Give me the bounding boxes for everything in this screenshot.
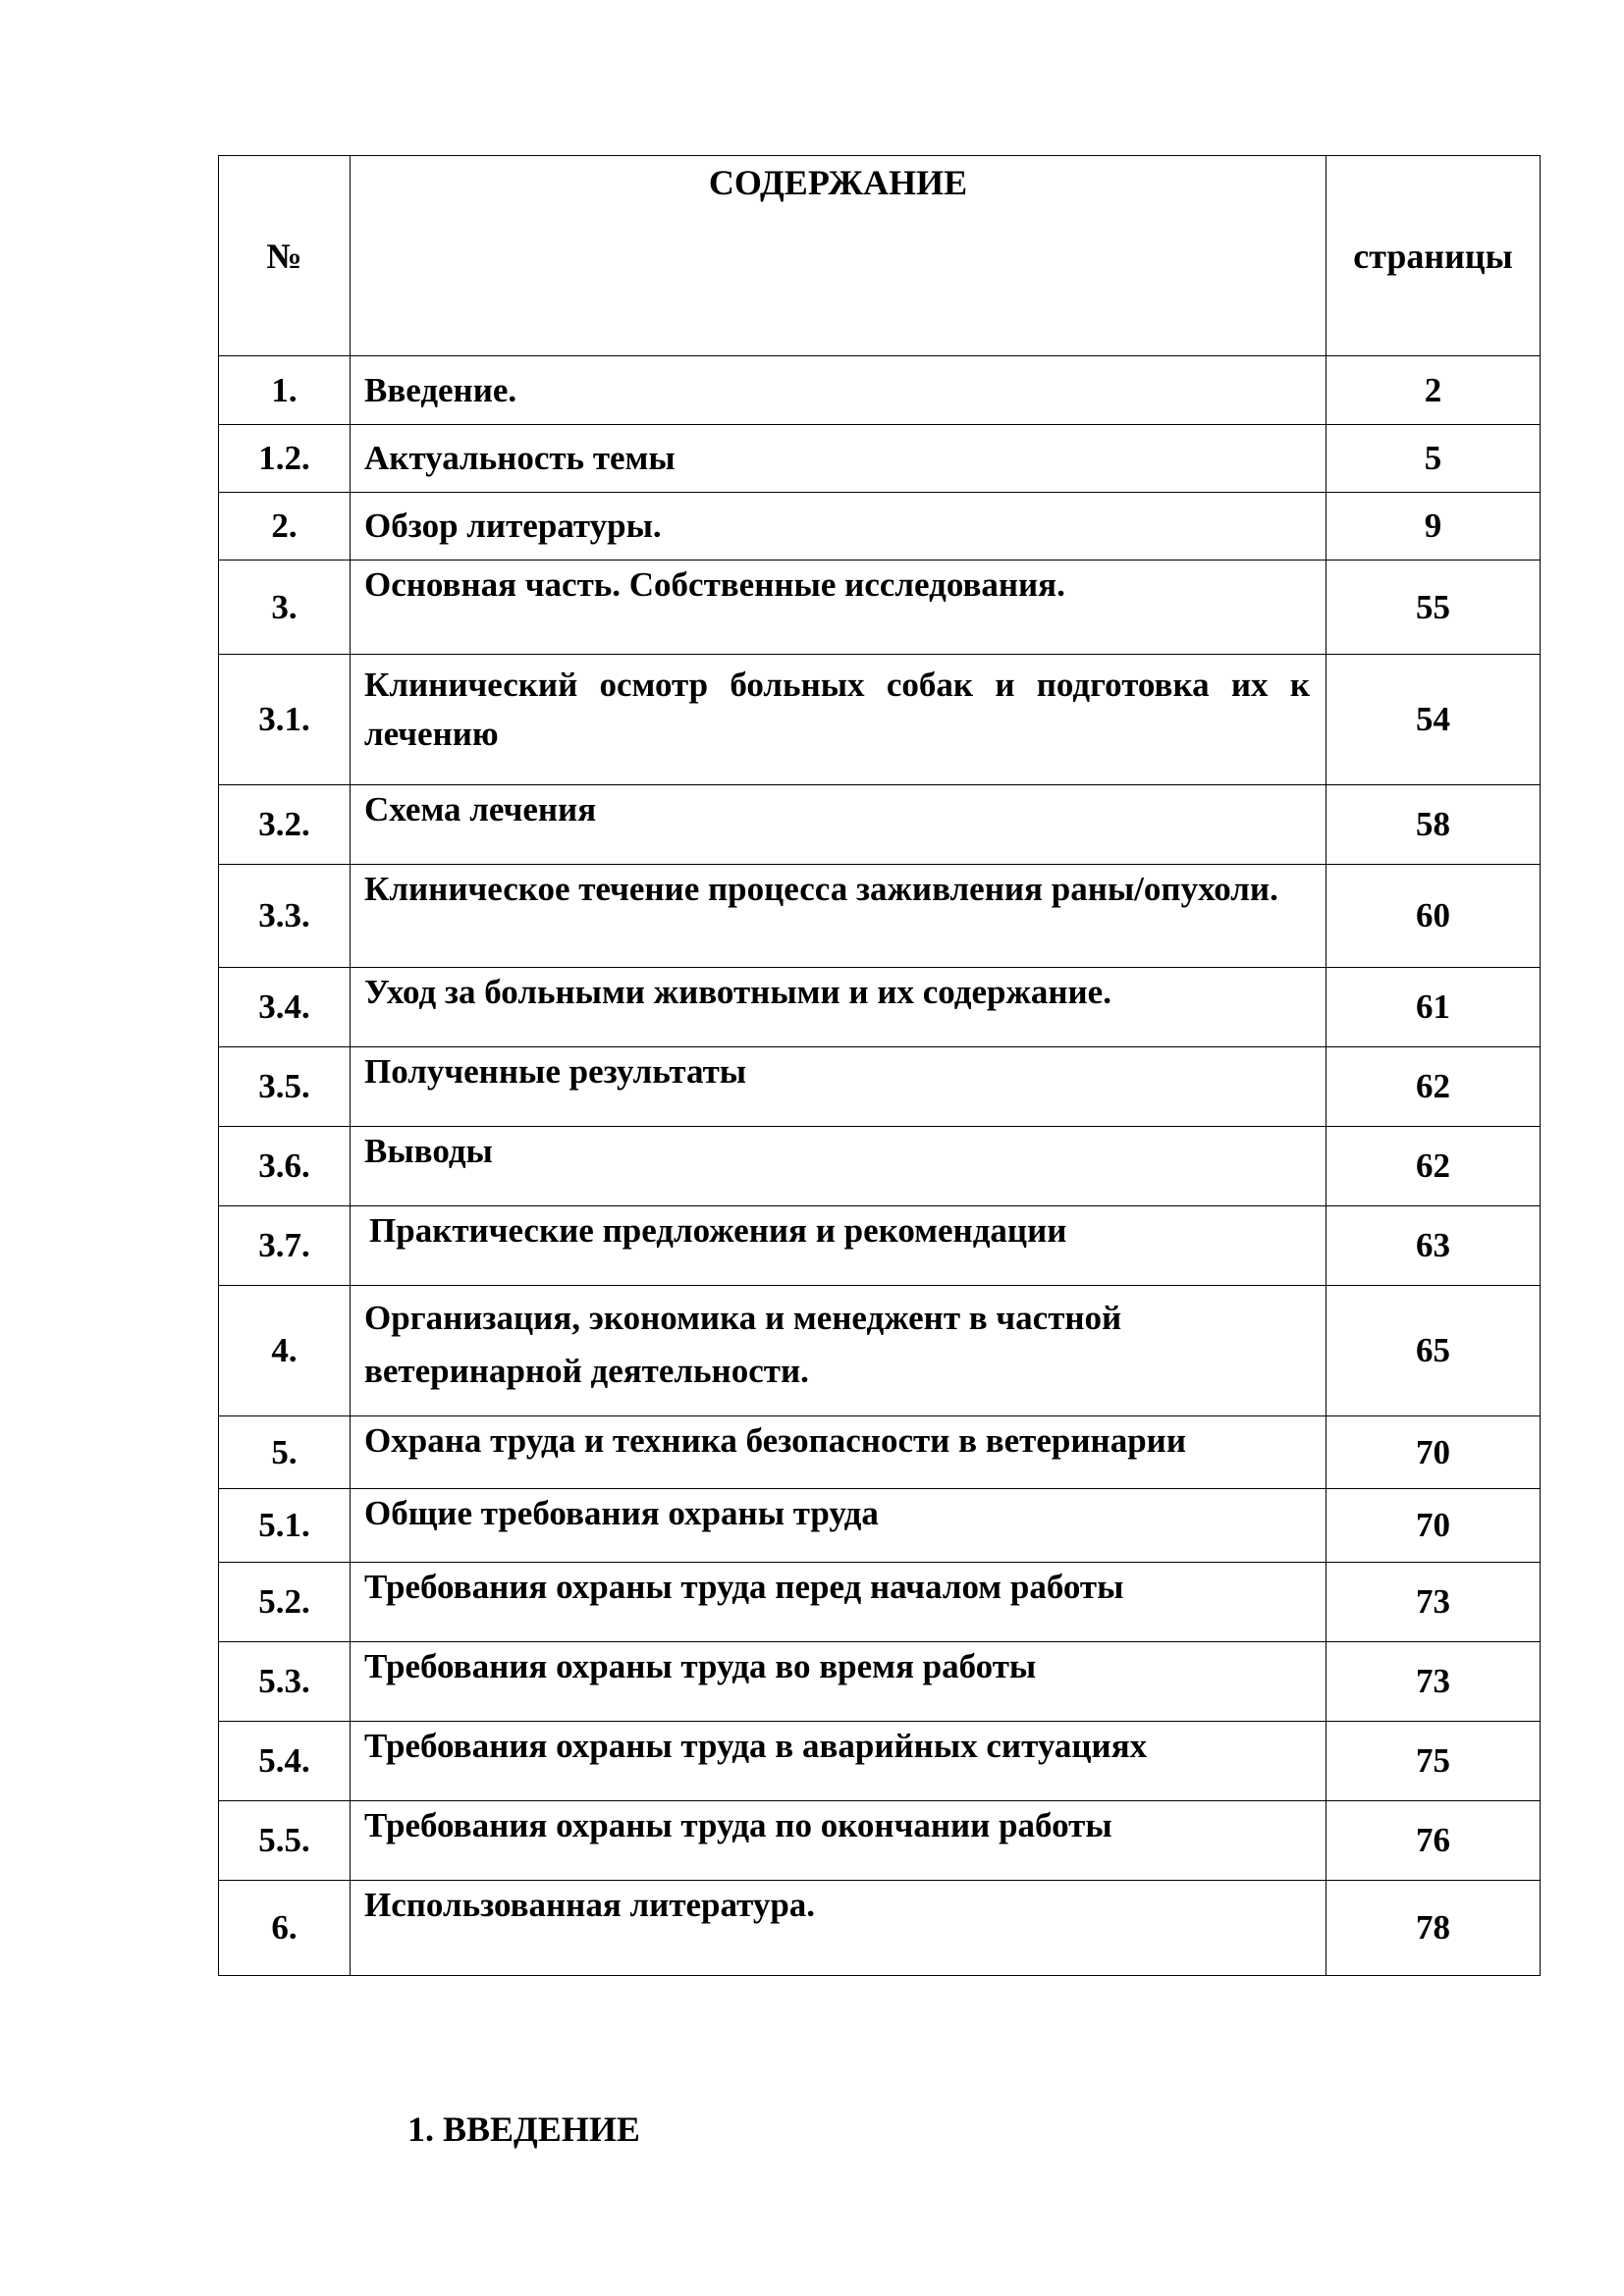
table-row xyxy=(219,968,1541,1047)
page-number: 60 xyxy=(1326,865,1541,968)
table-row xyxy=(219,1801,1541,1881)
section-title: Клинический осмотр больных собак и подготовка их к лечению xyxy=(351,655,1326,785)
section-title: Практические предложения и рекомендации xyxy=(351,1206,1326,1286)
section-title: Уход за больными животными и их содержание. xyxy=(351,968,1326,1047)
section-title: Полученные результаты xyxy=(351,1047,1326,1127)
table-row xyxy=(219,1563,1541,1642)
page-number: 75 xyxy=(1326,1722,1541,1801)
page-number: 70 xyxy=(1326,1489,1541,1563)
page-number: 78 xyxy=(1326,1881,1541,1976)
page-number: 76 xyxy=(1326,1801,1541,1881)
table-row xyxy=(219,425,1541,493)
page-number: 63 xyxy=(1326,1206,1541,1286)
table-row xyxy=(219,493,1541,561)
section-number: 2. xyxy=(219,493,351,561)
page-number: 61 xyxy=(1326,968,1541,1047)
section-number: 5.2. xyxy=(219,1563,351,1642)
section-number: 3.7. xyxy=(219,1206,351,1286)
table-of-contents xyxy=(218,155,1541,1976)
table-row xyxy=(219,1416,1541,1489)
toc-header-title: СОДЕРЖАНИЕ xyxy=(708,163,968,202)
section-title: Клиническое течение процесса заживления раны/опухоли. xyxy=(351,865,1326,968)
table-row xyxy=(219,655,1541,785)
table-row xyxy=(219,356,1541,425)
section-number: 5.1. xyxy=(219,1489,351,1563)
section-number: 6. xyxy=(219,1881,351,1976)
table-row xyxy=(219,1047,1541,1127)
table-row xyxy=(219,1881,1541,1976)
section-title: Требования охраны труда по окончании работы xyxy=(351,1801,1326,1881)
section-number: 3.6. xyxy=(219,1127,351,1206)
section-title: Использованная литература. xyxy=(351,1881,1326,1976)
page-number: 54 xyxy=(1326,655,1541,785)
section-number: 1. xyxy=(219,356,351,425)
page-number: 62 xyxy=(1326,1127,1541,1206)
page-number: 73 xyxy=(1326,1563,1541,1642)
table-row xyxy=(219,865,1541,968)
section-title: Общие требования охраны труда xyxy=(351,1489,1326,1563)
section-title: Актуальность темы xyxy=(351,425,1326,493)
toc-header-number: № xyxy=(219,156,351,356)
page-number: 5 xyxy=(1326,425,1541,493)
section-number: 3.1. xyxy=(219,655,351,785)
page-number: 65 xyxy=(1326,1286,1541,1416)
section-number: 5.5. xyxy=(219,1801,351,1881)
section-number: 5. xyxy=(219,1416,351,1489)
section-title: Охрана труда и техника безопасности в ветеринарии xyxy=(351,1416,1326,1489)
section-number: 3.5. xyxy=(219,1047,351,1127)
page-number: 62 xyxy=(1326,1047,1541,1127)
table-row xyxy=(219,1127,1541,1206)
section-title: Обзор литературы. xyxy=(351,493,1326,561)
introduction-heading: 1. ВВЕДЕНИЕ xyxy=(407,2109,640,2149)
toc-header-pages: страницы xyxy=(1326,156,1541,356)
section-title: Основная часть. Собственные исследования. xyxy=(351,561,1326,655)
page-number: 70 xyxy=(1326,1416,1541,1489)
toc-header-title-cell xyxy=(351,156,1326,356)
section-title: Требования охраны труда во время работы xyxy=(351,1642,1326,1722)
section-number: 3.4. xyxy=(219,968,351,1047)
section-title: Введение. xyxy=(351,356,1326,425)
table-row xyxy=(219,1642,1541,1722)
section-title: Организация, экономика и менеджент в частной ветеринарной деятельности. xyxy=(351,1286,1326,1416)
section-number: 4. xyxy=(219,1286,351,1416)
table-row xyxy=(219,1206,1541,1286)
table-row xyxy=(219,1286,1541,1416)
section-number: 3. xyxy=(219,561,351,655)
section-number: 5.3. xyxy=(219,1642,351,1722)
section-number: 3.3. xyxy=(219,865,351,968)
section-title: Схема лечения xyxy=(351,785,1326,865)
section-number: 1.2. xyxy=(219,425,351,493)
page-number: 58 xyxy=(1326,785,1541,865)
toc-header-row xyxy=(219,156,1541,356)
page-number: 9 xyxy=(1326,493,1541,561)
table-row xyxy=(219,1722,1541,1801)
page-number: 55 xyxy=(1326,561,1541,655)
section-title: Выводы xyxy=(351,1127,1326,1206)
section-number: 3.2. xyxy=(219,785,351,865)
page-number: 73 xyxy=(1326,1642,1541,1722)
section-title: Требования охраны труда перед началом работы xyxy=(351,1563,1326,1642)
section-number: 5.4. xyxy=(219,1722,351,1801)
table-row xyxy=(219,785,1541,865)
page-number: 2 xyxy=(1326,356,1541,425)
table-row xyxy=(219,1489,1541,1563)
table-row xyxy=(219,561,1541,655)
section-title: Требования охраны труда в аварийных ситуациях xyxy=(351,1722,1326,1801)
